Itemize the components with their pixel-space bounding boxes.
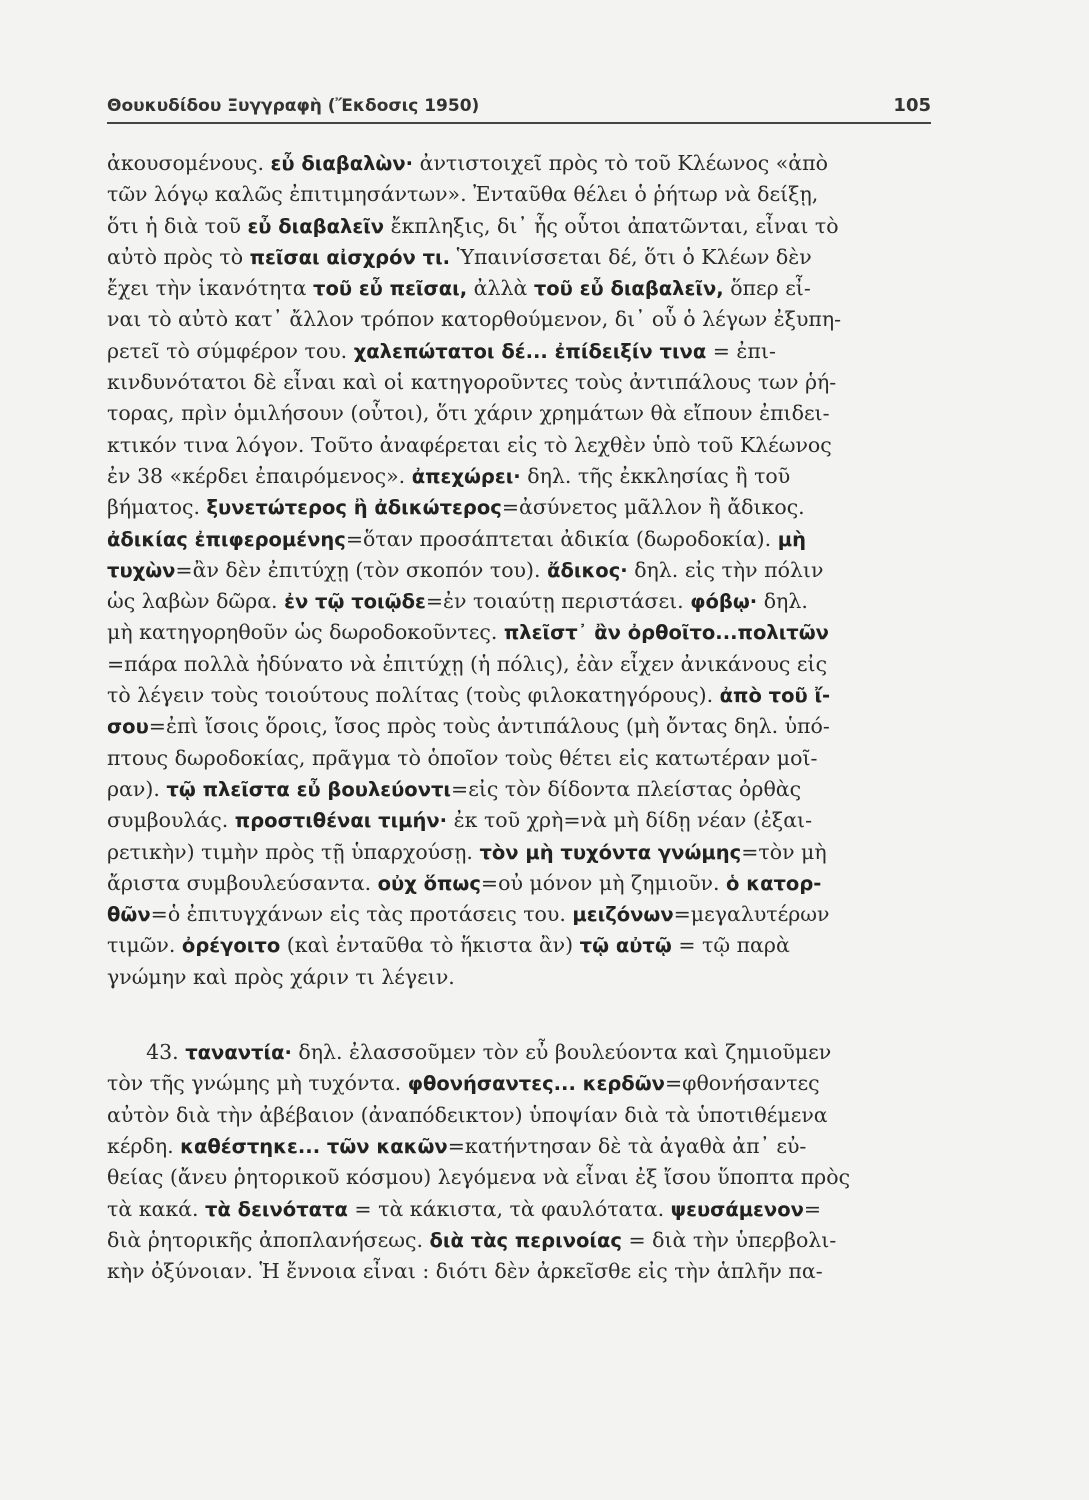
text-segment: =τὸν μὴ — [741, 839, 827, 864]
text-segment: τὰ κακά. — [107, 1196, 206, 1221]
bold-lemma: ἀπεχώρει· — [411, 464, 521, 488]
bold-lemma: πεῖσαι αἰσχρόν τι. — [249, 245, 451, 269]
text-line — [107, 586, 937, 617]
text-segment: = ἐπι- — [706, 338, 776, 363]
text-segment: =ἀσύνετος μᾶλλον ἢ ἄδικος. — [501, 495, 805, 520]
bold-lemma: ἐν τῷ τοιῷδε — [284, 590, 426, 614]
text-segment: ἀντιστοιχεῖ πρὸς τὸ τοῦ Κλέωνος «ἀπὸ — [413, 151, 828, 175]
bold-lemma: ξυνετώτερος ἢ ἀδικώτερος — [206, 496, 502, 520]
bold-lemma: φθονήσαντες... κερδῶν — [407, 1072, 665, 1096]
text-line — [107, 1225, 937, 1256]
text-line — [107, 805, 937, 836]
text-line — [107, 336, 937, 367]
text-segment: ὅπερ εἶ- — [723, 276, 811, 301]
bold-lemma: ἄδικος· — [547, 558, 628, 582]
text-segment: ρετικὴν) τιμὴν πρὸς τῇ ὑπαρχούσῃ. — [107, 839, 480, 864]
bold-lemma: τῷ αὐτῷ — [579, 934, 672, 958]
text-line — [107, 868, 937, 899]
text-segment: κέρδη. — [107, 1133, 181, 1158]
bold-lemma: τὸν μὴ τυχόντα γνώμης — [479, 840, 742, 864]
text-line — [107, 1100, 937, 1131]
text-line — [107, 617, 937, 648]
text-segment: θείας (ἄνευ ῥητορικοῦ κόσμου) λεγόμενα νὰ εἶναι ἐξ ἴσου ὕποπτα πρὸς — [107, 1165, 851, 1190]
bold-lemma: καθέστηκε... τῶν κακῶν — [180, 1134, 448, 1158]
text-line — [107, 1256, 937, 1287]
text-segment: =φθονήσαντες — [664, 1071, 820, 1096]
text-segment: τὸν τῆς γνώμης μὴ τυχόντα. — [107, 1071, 408, 1096]
text-segment: δηλ. τῆς ἐκκλησίας ἢ τοῦ — [520, 463, 791, 488]
text-segment: =ὅταν προσάπτεται ἀδικία (δωροδοκία). — [345, 526, 778, 551]
text-line — [107, 680, 937, 711]
text-line — [107, 837, 937, 868]
text-segment: =εἰς τὸν δίδοντα πλείστας ὀρθὰς — [451, 776, 802, 801]
text-segment: =οὐ μόνον μὴ ζημιοῦν. — [480, 870, 727, 895]
page-number: 105 — [893, 95, 931, 116]
bold-lemma: ὀρέγοιτο — [181, 934, 281, 958]
text-segment: δηλ. ἐλασσοῦμεν τὸν εὖ βουλεύοντα καὶ ζημιοῦμεν — [291, 1040, 832, 1065]
text-segment: τορας, πρὶν ὁμιλήσουν (οὗτοι), ὅτι χάριν χρημάτων θὰ εἴπουν ἐπιδει- — [107, 401, 830, 426]
text-segment: (καὶ ἐνταῦθα τὸ ἥκιστα ἂν) — [280, 933, 580, 958]
text-segment: ἐκ τοῦ χρὴ=νὰ μὴ δίδῃ νέαν (ἐξαι- — [447, 808, 812, 833]
text-segment: ἔκπληξις, δι᾽ ἧς οὗτοι ἀπατῶνται, εἶναι τὸ — [384, 213, 839, 238]
text-segment: αὐτὸ πρὸς τὸ — [107, 244, 250, 269]
text-line — [107, 524, 937, 555]
text-line — [107, 774, 937, 805]
text-line — [107, 179, 937, 210]
text-segment: ἀλλὰ — [467, 276, 534, 301]
text-line — [107, 430, 937, 461]
text-line — [107, 649, 937, 680]
text-segment: 43. — [107, 1040, 186, 1065]
text-line — [107, 899, 937, 930]
text-segment: ναι τὸ αὐτὸ κατ᾽ ἄλλον τρόπον κατορθούμενον, δι᾽ οὗ ὁ λέγων ἐξυπη- — [107, 307, 842, 332]
text-segment: = τὰ κάκιστα, τὰ φαυλότατα. — [347, 1196, 671, 1221]
text-segment: τὸ λέγειν τοὺς τοιούτους πολίτας (τοὺς φιλοκατηγόρους). — [107, 683, 720, 708]
bold-lemma: εὖ διαβαλὼν· — [270, 152, 414, 175]
bold-lemma: τοῦ εὖ πεῖσαι, — [313, 277, 468, 301]
bold-lemma: τοῦ εὖ διαβαλεῖν, — [533, 277, 724, 301]
text-segment: = — [803, 1196, 822, 1221]
text-segment: δηλ. εἰς τὴν πόλιν — [627, 557, 824, 582]
text-segment: =πάρα πολλὰ ἠδύνατο νὰ ἐπιτύχῃ (ἡ πόλις), ἐὰν εἶχεν ἀνικάνους εἰς — [107, 651, 828, 676]
text-segment: ἄριστα συμβουλεύσαντα. — [107, 870, 378, 895]
bold-lemma: σου — [107, 715, 149, 739]
bold-lemma: πλεῖστ᾽ ἂν ὀρθοῖτο...πολιτῶν — [503, 621, 829, 645]
text-segment: διὰ ῥητορικῆς ἀποπλανήσεως. — [107, 1227, 430, 1252]
text-segment: =ὁ ἐπιτυγχάνων εἰς τὰς προτάσεις του. — [150, 902, 573, 927]
text-segment: =ἐν τοιαύτῃ περιστάσει. — [425, 589, 691, 614]
text-line — [107, 743, 937, 774]
text-line — [107, 1194, 937, 1225]
text-segment: ὡς λαβὼν δῶρα. — [107, 589, 285, 614]
text-segment: γνώμην καὶ πρὸς χάριν τι λέγειν. — [107, 964, 455, 989]
text-line — [107, 711, 937, 742]
bold-lemma: θῶν — [107, 903, 151, 927]
text-line — [107, 1037, 937, 1068]
text-line — [107, 1131, 937, 1162]
text-segment: δηλ. — [757, 589, 808, 614]
bold-lemma: χαλεπώτατοι δέ... ἐπίδειξίν τινα — [353, 339, 707, 363]
bold-lemma: οὐχ ὅπως — [377, 871, 481, 895]
bold-lemma: ταναντία· — [185, 1041, 292, 1065]
bold-lemma: ἀπὸ τοῦ ἴ- — [719, 684, 831, 708]
text-line — [107, 492, 937, 523]
text-segment: ὅτι ἡ διὰ τοῦ — [107, 213, 248, 238]
text-segment: κὴν ὀξύνοιαν. Ἡ ἔννοια εἶναι : διότι δὲν ἀρκεῖσθε εἰς τὴν ἁπλῆν πα- — [107, 1259, 823, 1284]
bold-lemma: τυχὼν — [107, 558, 176, 582]
text-segment: Ὑπαινίσσεται δέ, ὅτι ὁ Κλέων δὲν — [450, 244, 812, 269]
bold-lemma: διὰ τὰς περινοίας — [429, 1228, 622, 1252]
text-line — [107, 273, 937, 304]
text-line — [107, 555, 937, 586]
body-text — [107, 148, 937, 1287]
text-line — [107, 1068, 937, 1099]
text-segment: = τῷ παρὰ — [671, 933, 790, 958]
text-segment: πτους δωροδοκίας, πρᾶγμα τὸ ὁποῖον τοὺς θέτει εἰς κατωτέραν μοῖ- — [107, 745, 818, 770]
bold-lemma: ὁ κατορ- — [726, 871, 822, 895]
bold-lemma: ψευσάμενον — [670, 1197, 804, 1221]
text-segment: =μεγαλυτέρων — [673, 902, 830, 927]
paragraph-gap — [107, 993, 937, 1037]
bold-lemma: ἀδικίας ἐπιφερομένης — [107, 527, 346, 551]
text-segment: ραν). — [107, 776, 167, 801]
header-title: Θουκυδίδου Ξυγγραφὴ (Ἔκδοσις 1950) — [107, 96, 480, 116]
text-line — [107, 1162, 937, 1193]
text-segment: ρετεῖ τὸ σύμφέρον του. — [107, 338, 354, 363]
text-segment: βήματος. — [107, 495, 207, 520]
text-segment: =κατήντησαν δὲ τὰ ἀγαθὰ ἀπ᾽ εὐ- — [447, 1133, 807, 1158]
bold-lemma: εὖ διαβαλεῖν — [247, 214, 385, 238]
bold-lemma: μὴ — [777, 527, 806, 551]
text-segment: τῶν λόγῳ καλῶς ἐπιτιμησάντων». Ἐνταῦθα θέλει ὁ ῥήτωρ νὰ δείξῃ, — [107, 182, 819, 207]
bold-lemma: τὰ δεινότατα — [205, 1197, 348, 1221]
text-line — [107, 242, 937, 273]
text-segment: μὴ κατηγορηθοῦν ὡς δωροδοκοῦντες. — [107, 620, 504, 645]
text-segment: = διὰ τὴν ὑπερβολι- — [621, 1227, 837, 1252]
text-line — [107, 211, 937, 242]
text-line — [107, 930, 937, 961]
text-line — [107, 304, 937, 335]
text-line — [107, 367, 937, 398]
text-segment: =ἂν δὲν ἐπιτύχῃ (τὸν σκοπόν του). — [175, 557, 548, 582]
text-line — [107, 962, 937, 993]
text-segment: =ἐπὶ ἴσοις ὅροις, ἴσος πρὸς τοὺς ἀντιπάλους (μὴ ὄντας δηλ. ὑπό- — [148, 714, 830, 739]
text-line — [107, 461, 937, 492]
bold-lemma: προστιθέναι τιμήν· — [234, 809, 448, 833]
bold-lemma: φόβῳ· — [690, 590, 758, 614]
text-segment: συμβουλάς. — [107, 808, 235, 833]
text-segment: κτικόν τινα λόγον. Τοῦτο ἀναφέρεται εἰς τὸ λεχθὲν ὑπὸ τοῦ Κλέωνος — [107, 432, 832, 457]
text-line — [107, 398, 937, 429]
bold-lemma: μειζόνων — [572, 903, 674, 927]
text-segment: ἔχει τὴν ἱκανότητα — [107, 276, 314, 301]
text-line — [107, 148, 937, 179]
running-header — [107, 88, 931, 124]
text-segment: ἐν 38 «κέρδει ἐπαιρόμενος». — [107, 463, 412, 488]
text-segment: αὐτὸν διὰ τὴν ἀβέβαιον (ἀναπόδεικτον) ὑποψίαν διὰ τὰ ὑποτιθέμενα — [107, 1102, 828, 1127]
text-segment: ἀκουσομένους. — [107, 151, 271, 175]
text-segment: τιμῶν. — [107, 933, 182, 958]
bold-lemma: τῷ πλεῖστα εὖ βουλεύοντι — [166, 777, 452, 801]
text-segment: κινδυνότατοι δὲ εἶναι καὶ οἱ κατηγοροῦντες τοὺς ἀντιπάλους των ῥή- — [107, 370, 837, 395]
